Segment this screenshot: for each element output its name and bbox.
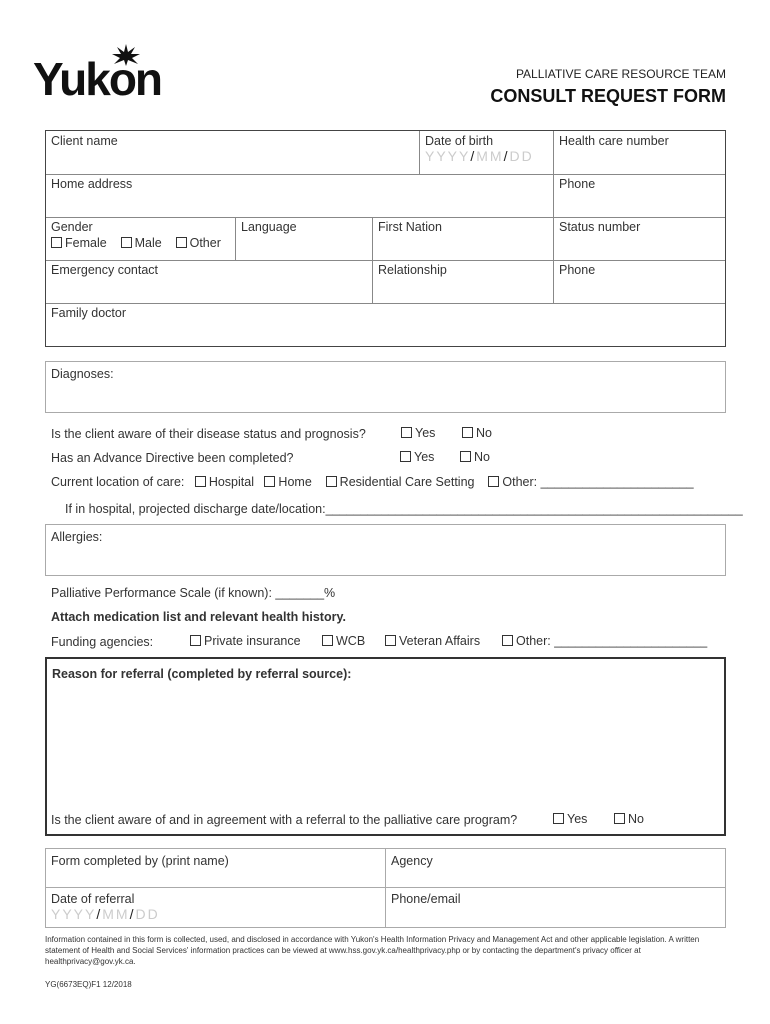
hospital-checkbox[interactable] [195,476,206,487]
referral-box [45,657,726,836]
advance-no-label: No [474,450,490,464]
other-funding-checkbox[interactable] [502,635,513,646]
residential-label: Residential Care Setting [339,475,475,489]
completed-by-field[interactable]: Form completed by (print name) [51,854,229,868]
location-label: Current location of care: [51,475,185,489]
yukon-logo [33,46,173,106]
logo-wordmark: Yukon [33,53,162,105]
date-of-birth-field[interactable] [420,131,539,167]
date-of-birth-label: Date of birth [425,134,494,148]
wcb-label: WCB [336,634,366,648]
language-field[interactable]: Language [241,220,297,234]
veteran-affairs-checkbox[interactable] [385,635,396,646]
male-label: Male [134,236,162,250]
advance-yes-checkbox[interactable] [400,451,411,462]
referral-agreement-question: Is the client aware of and in agreement with a referral to the palliative care program? [51,813,518,827]
aware-no [462,426,492,440]
home-checkbox[interactable] [264,476,275,487]
private-insurance-label: Private insurance [204,634,301,648]
other-gender-checkbox[interactable] [176,237,187,248]
gender-label: Gender [51,220,93,234]
dob-placeholder: YYYY/MM/DD [425,148,534,164]
home-address-field[interactable]: Home address [51,177,133,191]
diagnoses-label: Diagnoses: [51,367,114,381]
female-checkbox[interactable] [51,237,62,248]
wcb-checkbox[interactable] [322,635,333,646]
health-care-number-field[interactable]: Health care number [559,134,669,148]
first-nation-field[interactable]: First Nation [378,220,442,234]
aware-yes-label: Yes [415,426,436,440]
referral-no-checkbox[interactable] [614,813,625,824]
client-name-field[interactable]: Client name [51,134,118,148]
veteran-affairs-label: Veteran Affairs [399,634,481,648]
aware-yes [401,426,435,440]
funding-private [190,634,301,648]
referral-no-label: No [628,812,644,826]
aware-no-label: No [476,426,492,440]
aware-no-checkbox[interactable] [462,427,473,438]
other-location-checkbox[interactable] [488,476,499,487]
emergency-contact-field[interactable]: Emergency contact [51,263,158,277]
aware-question: Is the client aware of their disease status and prognosis? [51,427,366,441]
advance-question: Has an Advance Directive been completed? [51,451,294,465]
allergies-label: Allergies: [51,530,103,544]
referral-yes-label: Yes [567,812,588,826]
page-title: CONSULT REQUEST FORM [490,86,726,106]
referral-date-placeholder: YYYY/MM/DD [51,906,160,922]
diagnoses-box[interactable] [45,361,726,413]
privacy-notice: Information contained in this form is collected, used, and disclosed in accordance with Yukon's Health Information Privacy and Management Act and other applicable legislation. A written statement of Health and Social Services' information practices can be viewed at www.hss.gov.yk.ca/healthprivacy.php or by contacting the department's privacy officer at healthprivacy@gov.yk.ca. [45,935,700,966]
relationship-field[interactable]: Relationship [378,263,447,277]
attach-note: Attach medication list and relevant health history. [51,610,346,624]
referral-title: Reason for referral (completed by referral source): [52,667,352,681]
advance-yes-label: Yes [414,450,435,464]
funding-veteran [385,634,480,648]
advance-no-checkbox[interactable] [460,451,471,462]
home-label: Home [278,475,312,489]
other-gender-label: Other [189,236,221,250]
completion-table [45,848,726,928]
referral-yes-checkbox[interactable] [553,813,564,824]
header-subtitle: PALLIATIVE CARE RESOURCE TEAM [515,67,726,81]
agency-field[interactable]: Agency [391,854,433,868]
hospital-label: Hospital [208,475,254,489]
date-of-referral-label: Date of referral [51,892,135,906]
client-info-table [45,130,726,347]
allergies-box[interactable] [45,524,726,576]
private-insurance-checkbox[interactable] [190,635,201,646]
female-label: Female [65,236,107,250]
advance-no [460,450,490,464]
gender-field [46,217,226,253]
funding-label: Funding agencies: [51,635,154,649]
location-row [51,475,694,489]
pps-field[interactable]: Palliative Performance Scale (if known): _______% [51,586,336,600]
discharge-field[interactable]: If in hospital, projected discharge date/location:____________________________________________________________ [65,502,743,516]
referral-reason-input[interactable] [51,689,720,809]
aware-yes-checkbox[interactable] [401,427,412,438]
funding-other [502,634,707,648]
other-funding-field[interactable]: Other: ______________________ [516,634,708,648]
phone-email-field[interactable]: Phone/email [391,892,461,906]
funding-wcb [322,634,365,648]
advance-yes [400,450,434,464]
other-location-field[interactable]: Other: ______________________ [502,475,694,489]
status-number-field[interactable]: Status number [559,220,641,234]
family-doctor-field[interactable]: Family doctor [51,306,127,320]
referral-no [614,812,644,826]
phone-field[interactable]: Phone [559,177,596,191]
form-code: YG(6673EQ)F1 12/2018 [45,980,132,989]
male-checkbox[interactable] [121,237,132,248]
referral-yes [553,812,587,826]
date-of-referral-field[interactable] [46,889,165,925]
emergency-phone-field[interactable]: Phone [559,263,596,277]
residential-checkbox[interactable] [326,476,337,487]
